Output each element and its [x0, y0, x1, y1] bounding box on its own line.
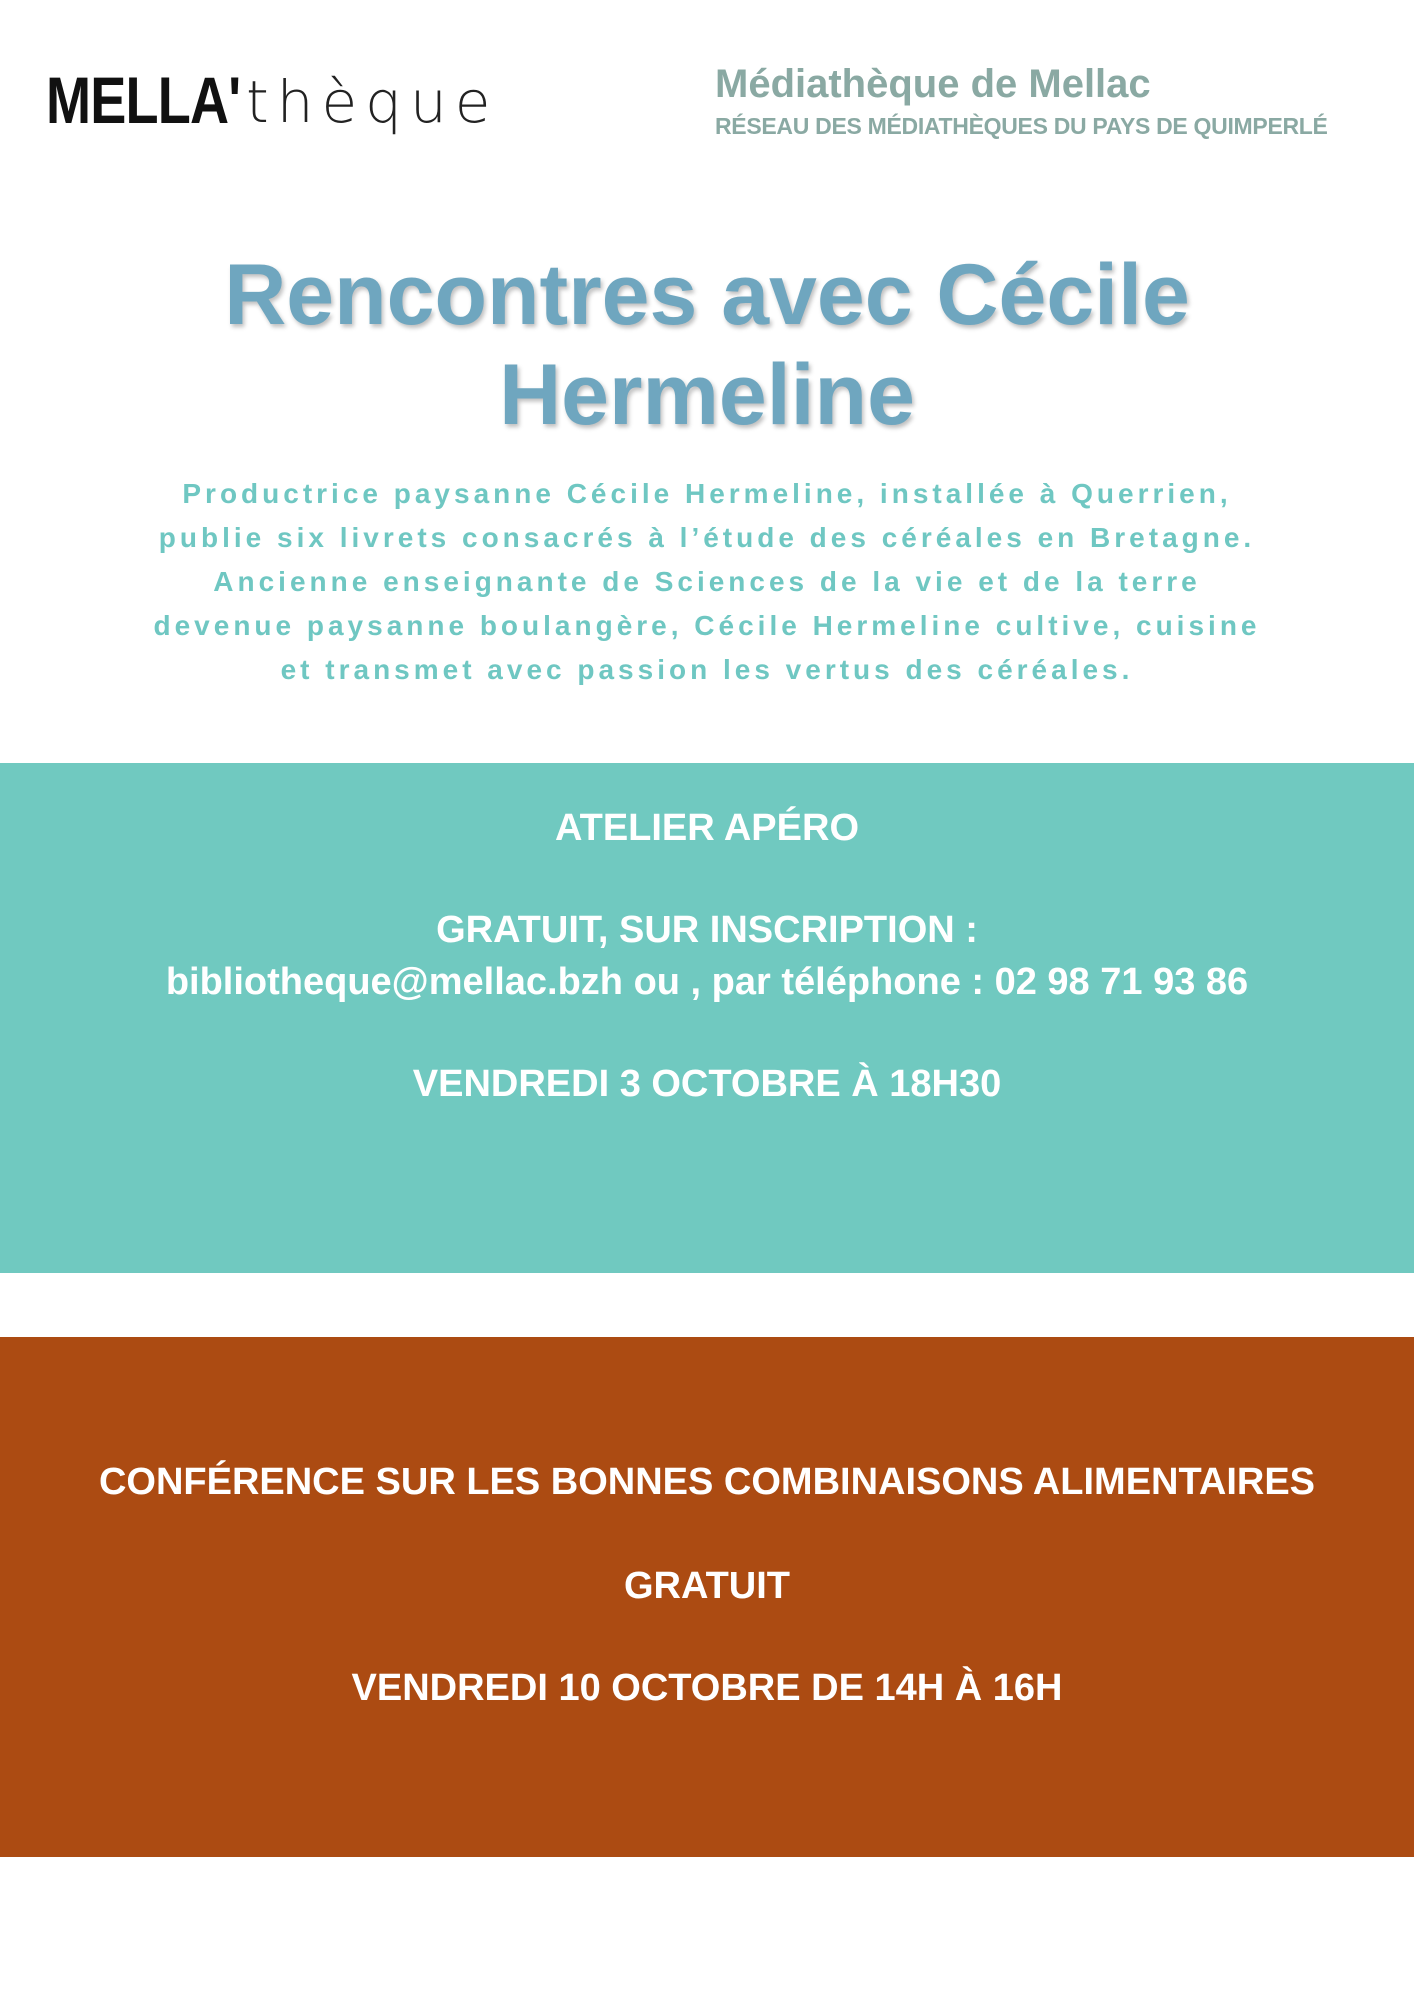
intro-line: publie six livrets consacrés à l’étude des céréales en Bretagne.	[158, 522, 1256, 553]
event-conference-band	[0, 1337, 1414, 1857]
intro-line: devenue paysanne boulangère, Cécile Hermeline cultive, cuisine	[153, 610, 1261, 641]
event-contact: bibliotheque@mellac.bzh ou , par téléphone : 02 98 71 93 86	[165, 961, 1249, 1003]
logo-thin-text: thèque	[246, 68, 499, 136]
page-title	[80, 245, 1334, 445]
event-price: GRATUIT, SUR INSCRIPTION :	[436, 909, 978, 951]
mellatheque-logo	[46, 62, 499, 162]
organization-block	[715, 62, 1328, 140]
event-atelier-band	[0, 763, 1414, 1273]
org-name: Médiathèque de Mellac	[715, 62, 1151, 106]
intro-line: Productrice paysanne Cécile Hermeline, installée à Querrien,	[182, 478, 1232, 509]
event-title: CONFÉRENCE SUR LES BONNES COMBINAISONS ALIMENTAIRES	[98, 1461, 1316, 1503]
intro-line: Ancienne enseignante de Sciences de la vie et de la terre	[213, 566, 1201, 597]
event-price: GRATUIT	[623, 1565, 791, 1607]
title-line: Hermeline	[499, 347, 915, 443]
event-date: VENDREDI 3 OCTOBRE À 18H30	[412, 1063, 1002, 1105]
logo-bold-text: MELLA'	[46, 63, 241, 137]
title-line: Rencontres avec Cécile	[224, 247, 1190, 343]
intro-paragraph	[50, 472, 1364, 692]
event-date: VENDREDI 10 OCTOBRE DE 14H À 16H	[351, 1667, 1063, 1709]
event-title: ATELIER APÉRO	[554, 807, 860, 849]
org-network: RÉSEAU DES MÉDIATHÈQUES DU PAYS DE QUIMPERLÉ	[715, 113, 1328, 139]
intro-line: et transmet avec passion les vertus des céréales.	[280, 654, 1134, 685]
